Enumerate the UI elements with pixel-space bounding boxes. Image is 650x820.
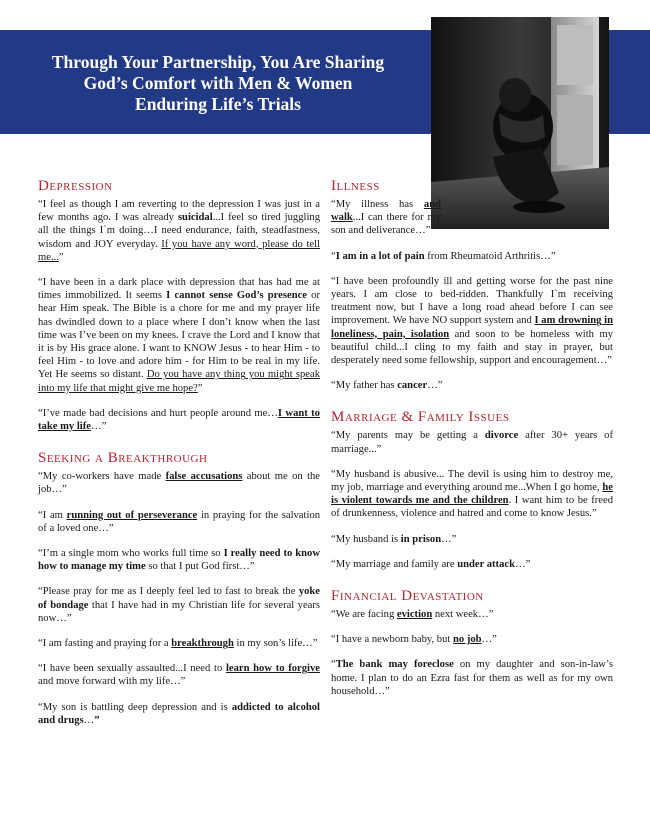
quote-text: or hear Him speak. The Bible is a chore for me and my prayer life has dwindled down to a place where I don’t know when the last time was I’ve been on my knees. I crave the Lord and I know that it is by His grace alone. I want to KNOW Jesus - to hear Him - to feel Him - to love and adore him - for Him to be real in my life. Yet He seems so distant.	[38, 290, 321, 381]
quote	[331, 250, 613, 263]
quote	[38, 547, 320, 573]
quote	[331, 468, 613, 521]
quote-text: in praying for the salvation of a loved one…”	[38, 509, 320, 534]
quote-text: “We are facing	[331, 609, 397, 621]
quote-text: “I have a newborn baby, but	[331, 634, 453, 646]
emphasis-text: under attack	[457, 558, 515, 570]
emphasis-text: in prison	[400, 533, 442, 545]
quote-text: about me on the job…”	[38, 471, 321, 496]
emphasis-text: The bank may foreclose	[335, 659, 454, 671]
left-column	[38, 177, 320, 739]
quote	[38, 637, 320, 650]
quote-text: from Rheumatoid Arthritis…”	[424, 250, 556, 262]
quote-text: “My husband is abusive... The devil is using him to destroy me, my job, marriage and everything around me...When I go home,	[331, 468, 613, 494]
quote-text: “I feel as though I am reverting to the depression I was just in a few months ago. I was already	[38, 199, 320, 224]
emphasis-text: false accusations	[165, 471, 243, 483]
section-title-financial: Financial Devastation	[331, 588, 484, 605]
emphasis-text: Do you have any thing you might speak into my life that might give me hope?	[38, 369, 320, 394]
quote	[331, 429, 613, 455]
quote-text: …”	[90, 421, 107, 433]
banner-title-line: Through Your Partnership, You Are Sharing	[51, 52, 385, 72]
quote-text: “My father has	[331, 380, 398, 392]
emphasis-text: yoke of bondage	[38, 586, 320, 611]
quote-text: …	[83, 714, 95, 726]
quote	[331, 533, 613, 546]
quote	[331, 558, 613, 571]
quote	[38, 198, 320, 264]
quote	[38, 276, 320, 395]
emphasis-text: I really need to know how to manage my time	[38, 548, 320, 573]
emphasis-text: addicted to alcohol and drugs	[38, 701, 320, 726]
right-column	[331, 177, 613, 710]
quote-text: so that I put God first…”	[145, 561, 255, 573]
section-title-illness: Illness	[331, 178, 380, 194]
quote	[331, 275, 613, 367]
quote-text: and soon to be homeless with my beautiful child...I cling to my faith and stay in prayer, but desperately need some fellowship, support and encouragement…”	[331, 328, 613, 367]
quote-text: ...I feel so tired juggling all the things I`m doing…I need endurance, faith, steadfastness, wisdom and JOY everyday.	[38, 212, 321, 250]
emphasis-text: learn how to forgive	[225, 663, 320, 675]
quote-text: …”	[481, 634, 497, 646]
quote	[331, 633, 613, 646]
quote-text: in my son’s life…”	[233, 638, 318, 650]
quote-text: and move forward with my life…”	[38, 676, 186, 688]
quote-text: “I have been sexually assaulted...I need to	[38, 663, 226, 675]
emphasis-text: If you have any word, please do tell me...	[38, 238, 320, 263]
section-title-breakthrough: Seeking a Breakthrough	[38, 450, 208, 467]
emphasis-text: running out of perseverance	[66, 509, 198, 521]
quote-text: …”	[427, 380, 443, 392]
quote	[38, 701, 320, 727]
quote	[331, 198, 441, 238]
quote-text: that I have had in my Christian life for several years now…”	[38, 599, 320, 624]
emphasis-text: and walk	[331, 199, 441, 224]
emphasis-text: cancer	[397, 380, 428, 392]
quote-text: next week…”	[432, 609, 494, 621]
quote-text: on my daughter and son-in-law’s home. I plan to do an Ezra fast for them as well as for my own household…”	[331, 659, 613, 697]
quote	[38, 407, 320, 433]
section-title-depression: Depression	[38, 178, 113, 194]
quote-text: “My illness has	[331, 199, 424, 210]
banner-title	[18, 52, 418, 115]
quote-text: “I am fasting and praying for a	[38, 638, 172, 650]
quote-text: “	[331, 659, 336, 671]
emphasis-text: ”	[94, 714, 100, 726]
banner-title-line: Enduring Life’s Trials	[135, 94, 301, 114]
quote	[38, 509, 320, 535]
emphasis-text: I cannot sense God’s presence	[166, 290, 308, 302]
quote	[38, 470, 320, 496]
quote	[331, 658, 613, 698]
quote	[331, 379, 613, 392]
quote-text: “My son is battling deep depression and is	[38, 701, 232, 713]
emphasis-text: I am drowning in loneliness, pain, isolation	[331, 315, 614, 340]
quote-text: “I have been in a dark place with depression that has had me at times immobilized. It seems	[38, 277, 320, 302]
quote-text: ...I can there for my son and deliverance…”	[331, 212, 441, 237]
quote-text: ”	[58, 251, 64, 263]
quote-text: after 30+ years of marriage...”	[331, 430, 614, 455]
quote-text: “	[331, 250, 336, 262]
quote-text: “My husband is	[331, 533, 401, 545]
emphasis-text: I want to take my life	[38, 407, 320, 433]
quote-text: “My marriage and family are	[331, 558, 458, 570]
emphasis-text: divorce	[484, 430, 519, 442]
quote-text: “Please pray for me as I deeply feel led to fast to break the	[38, 586, 299, 598]
emphasis-text: no job	[452, 634, 482, 646]
quote-text: …”	[441, 533, 457, 545]
quote-text: ”	[197, 382, 203, 394]
quote-text: “My co-workers have made	[38, 471, 166, 483]
quote-text: “I’m a single mom who works full time so	[38, 548, 224, 560]
quote	[38, 585, 320, 625]
emphasis-text: breakthrough	[171, 638, 234, 650]
section-title-marriage: Marriage & Family Issues	[331, 409, 510, 426]
emphasis-text: eviction	[396, 609, 433, 621]
banner-title-line: God’s Comfort with Men & Women	[83, 73, 353, 93]
emphasis-text: suicidal	[177, 212, 213, 224]
quote	[331, 608, 613, 621]
emphasis-text: I am in a lot of pain	[335, 250, 425, 262]
quote-text: “I have been profoundly ill and getting worse for the past nine years. I am close to bed-ridden. Thankfully I`m receiving treatment now, but I have a long road ahead before I can see improvement. We have NO support system and	[331, 275, 613, 327]
quote-text: …”	[514, 558, 531, 570]
quote-text: “I am	[38, 509, 67, 521]
quote-text: . I want him to be freed of drunkenness, violence and hatred and come to know Jesus.”	[331, 495, 613, 520]
emphasis-text: he is violent towards me and the children	[331, 482, 613, 507]
quote	[38, 662, 320, 688]
quote-text: “I’ve made bad decisions and hurt people around me…	[38, 407, 278, 419]
quote-text: “My parents may be getting a	[331, 430, 485, 442]
